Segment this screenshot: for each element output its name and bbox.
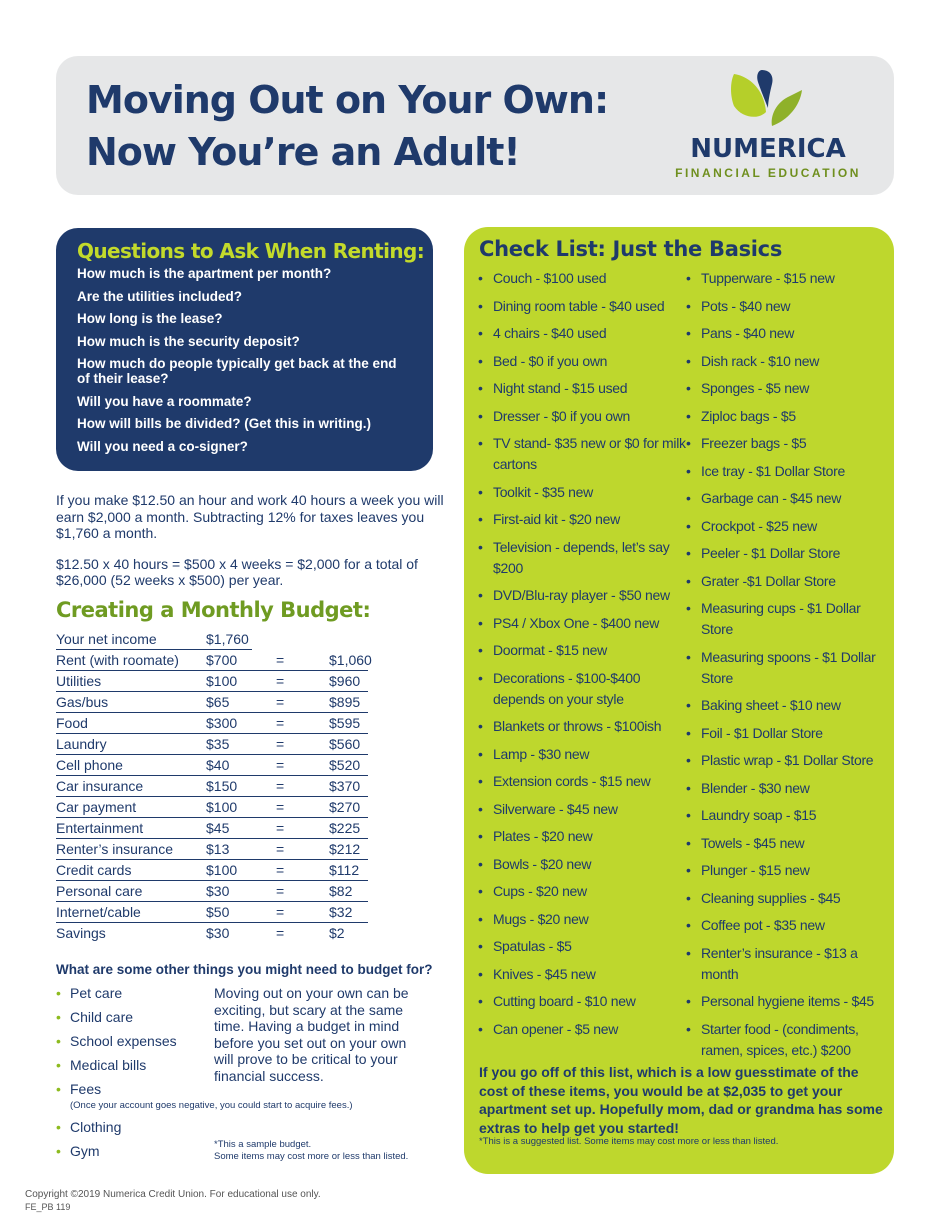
question-item: Will you have a roommate? xyxy=(77,393,252,409)
bullet: • xyxy=(478,483,483,500)
budget-remaining: $112 xyxy=(329,862,360,878)
bullet: • xyxy=(686,297,691,314)
budget-table xyxy=(56,629,372,944)
budget-label: Entertainment xyxy=(56,820,144,836)
checklist-item: • First-aid kit - $20 new xyxy=(478,509,688,530)
budget-cost: $100 xyxy=(206,673,238,689)
budget-remaining: $32 xyxy=(329,904,353,920)
bullet: • xyxy=(478,910,483,927)
budget-label: Cell phone xyxy=(56,757,123,773)
checklist-item: • Measuring spoons - $1 Dollar Store xyxy=(686,648,876,686)
budget-row xyxy=(56,755,368,776)
budget-equals: = xyxy=(276,652,285,668)
logo-wordmark: NUMERICA xyxy=(690,134,846,164)
bullet: • xyxy=(478,855,483,872)
bullet: • xyxy=(56,1143,61,1159)
bullet: • xyxy=(478,993,483,1009)
checklist-item: • Lamp - $30 new xyxy=(478,744,688,765)
budget-equals: = xyxy=(276,715,285,731)
bullet: • xyxy=(56,1081,61,1097)
budget-row xyxy=(56,818,368,839)
checklist-item: • Towels - $45 new xyxy=(686,833,891,854)
checklist-item: • Measuring cups - $1 Dollar Store xyxy=(686,600,861,637)
budget-equals: = xyxy=(276,694,285,710)
budget-equals: = xyxy=(276,673,285,689)
budget-remaining: $1,060 xyxy=(329,652,372,668)
question-item: Are the utilities included? xyxy=(77,288,243,304)
checklist-item: • Extension cords - $15 new xyxy=(478,771,688,792)
bullet: • xyxy=(478,745,483,762)
checklist-item: • Freezer bags - $5 xyxy=(686,433,891,454)
budget-label: Renter’s insurance xyxy=(56,841,173,857)
budget-equals: = xyxy=(276,925,285,941)
checklist-item: • Baking sheet - $10 new xyxy=(686,695,891,716)
checklist-item: • Cups - $20 new xyxy=(478,881,688,902)
checklist-item: • Tupperware - $15 new xyxy=(686,268,891,289)
budget-remaining: $370 xyxy=(329,778,361,794)
checklist-left-column xyxy=(478,268,688,1046)
budget-equals: = xyxy=(276,757,285,773)
moving-out-paragraph: Moving out on your own can be exciting, but scary at the same time. Having a budget in mind before you set out on your own will prove to be critical to your financial success. xyxy=(214,985,409,1084)
budget-label: Car insurance xyxy=(56,778,144,794)
list-item: • School expenses xyxy=(56,1033,177,1049)
bullet: • xyxy=(686,834,691,851)
budget-cost: $150 xyxy=(206,778,238,794)
budget-label: Utilities xyxy=(56,673,102,689)
question-item: How long is the lease? xyxy=(77,311,223,326)
checklist-note: *This is a suggested list. Some items may cost more or less than listed. xyxy=(479,1136,779,1147)
bullet: • xyxy=(478,965,483,982)
budget-row xyxy=(56,881,368,902)
budget-label: Laundry xyxy=(56,736,107,752)
bullet: • xyxy=(478,325,483,341)
budget-cost: $700 xyxy=(206,652,238,668)
checklist-item: • Plates - $20 new xyxy=(478,826,688,847)
question-item: How much do people typically get back at the end of their lease? xyxy=(77,356,397,386)
checklist-item: • Spatulas - $5 xyxy=(478,936,688,957)
bullet: • xyxy=(478,1020,483,1037)
checklist-item: • 4 chairs - $40 used xyxy=(478,323,688,344)
bullet: • xyxy=(686,944,691,961)
checklist-item: • Ziploc bags - $5 xyxy=(686,406,891,427)
bullet: • xyxy=(478,435,483,451)
bullet: • xyxy=(478,669,483,686)
checklist-item: • Dresser - $0 if you own xyxy=(478,406,688,427)
header-banner xyxy=(56,56,894,195)
question-item: How much is the apartment per month? xyxy=(77,266,332,281)
budget-equals: = xyxy=(276,904,285,920)
checklist-item: • Coffee pot - $35 new xyxy=(686,915,891,936)
renting-questions-list xyxy=(77,266,413,454)
bullet: • xyxy=(686,779,691,796)
list-item: • Pet care xyxy=(56,985,123,1001)
question-item: How much is the security deposit? xyxy=(77,333,300,349)
bullet: • xyxy=(686,889,691,906)
budget-remaining: $225 xyxy=(329,820,361,836)
budget-remaining: $212 xyxy=(329,841,361,857)
budget-cost: $30 xyxy=(206,925,230,941)
budget-row xyxy=(56,734,368,755)
checklist-item: • Starter food - (condiments, ramen, spices, etc.) $200 xyxy=(686,1020,859,1058)
sample-budget-note: *This a sample budget. Some items may cost more or less than listed. xyxy=(214,1139,409,1162)
budget-label: Internet/cable xyxy=(56,904,141,920)
checklist-item: • Plunger - $15 new xyxy=(686,860,891,881)
checklist-item: • Mugs - $20 new xyxy=(478,909,688,930)
bullet: • xyxy=(478,297,483,314)
budget-cost: $100 xyxy=(206,862,238,878)
budget-row xyxy=(56,776,368,797)
budget-label: Food xyxy=(56,715,88,731)
bullet: • xyxy=(56,985,61,1001)
bullet: • xyxy=(56,1119,61,1135)
bullet: • xyxy=(686,862,691,878)
budget-row xyxy=(56,923,368,944)
budget-cost: $300 xyxy=(206,715,238,731)
checklist-summary: If you go off of this list, which is a low guesstimate of the cost of these items, you would be at $2,035 to get your apartment set up. Hopefully mom, dad or grandma has some extras to help get you started! xyxy=(479,1064,883,1136)
budget-remaining: $82 xyxy=(329,883,353,899)
bullet: • xyxy=(686,352,691,369)
budget-cost: $65 xyxy=(206,694,230,710)
bullet: • xyxy=(478,538,483,555)
checklist-item: • Dish rack - $10 new xyxy=(686,351,891,372)
checklist-heading: Check List: Just the Basics xyxy=(479,237,783,261)
question-item: How will bills be divided? (Get this in writing.) xyxy=(77,416,372,431)
title-line-2: Now You’re an Adult! xyxy=(86,130,520,174)
budget-label: Gas/bus xyxy=(56,694,109,710)
income-calculation: $12.50 x 40 hours = $500 x 4 weeks = $2,000 for a total of $26,000 (52 weeks x $500) per year. xyxy=(56,555,418,588)
bullet: • xyxy=(686,270,691,286)
budget-row xyxy=(56,797,368,818)
bullet: • xyxy=(686,600,691,616)
checklist-item: • Bowls - $20 new xyxy=(478,854,688,875)
budget-row xyxy=(56,902,368,923)
checklist-item: • Laundry soap - $15 xyxy=(686,805,891,826)
title-line-1: Moving Out on Your Own: xyxy=(86,78,609,122)
checklist-item: • Personal hygiene items - $45 xyxy=(686,991,891,1012)
budget-row xyxy=(56,860,368,881)
bullet: • xyxy=(686,517,691,534)
budget-cost: $45 xyxy=(206,820,230,836)
budget-equals: = xyxy=(276,883,285,899)
bullet: • xyxy=(686,435,691,451)
budget-label: Personal care xyxy=(56,883,143,899)
budget-equals: = xyxy=(276,736,285,752)
list-item: • Clothing xyxy=(56,1119,122,1135)
checklist-item: • TV stand- $35 new or $0 for milk cartons xyxy=(478,435,686,472)
copyright-text: Copyright ©2019 Numerica Credit Union. For educational use only. xyxy=(25,1189,321,1200)
budget-cost: $1,760 xyxy=(206,631,249,647)
bullet: • xyxy=(686,380,691,396)
checklist-item: • Ice tray - $1 Dollar Store xyxy=(686,461,891,482)
budget-remaining: $960 xyxy=(329,673,361,689)
bullet: • xyxy=(478,614,483,631)
budget-cost: $100 xyxy=(206,799,238,815)
bullet: • xyxy=(56,1057,61,1073)
checklist-item: • Blankets or throws - $100ish xyxy=(478,716,688,737)
checklist-item: • Night stand - $15 used xyxy=(478,378,688,399)
budget-remaining: $895 xyxy=(329,694,361,710)
budget-equals: = xyxy=(276,862,285,878)
other-expenses-heading: What are some other things you might need to budget for? xyxy=(56,962,433,977)
bullet: • xyxy=(686,648,691,665)
checklist-item: • Silverware - $45 new xyxy=(478,799,688,820)
bullet: • xyxy=(478,938,483,954)
bullet: • xyxy=(686,807,691,823)
checklist-item: • Dining room table - $40 used xyxy=(478,296,688,317)
checklist-right-column xyxy=(686,268,891,1067)
checklist-item: • Toolkit - $35 new xyxy=(478,482,688,503)
bullet: • xyxy=(478,718,483,734)
bullet: • xyxy=(478,642,483,658)
checklist-item: • Crockpot - $25 new xyxy=(686,516,891,537)
bullet: • xyxy=(478,511,483,527)
checklist-item: • Bed - $0 if you own xyxy=(478,351,688,372)
budget-row xyxy=(56,839,368,860)
budget-label: Credit cards xyxy=(56,862,132,878)
budget-remaining: $595 xyxy=(329,715,361,731)
bullet: • xyxy=(686,993,691,1009)
budget-row xyxy=(56,713,368,734)
checklist-item: • PS4 / Xbox One - $400 new xyxy=(478,613,688,634)
question-item: Will you need a co-signer? xyxy=(77,438,248,454)
budget-equals: = xyxy=(276,778,285,794)
budget-row xyxy=(56,650,372,671)
budget-cost: $13 xyxy=(206,841,230,857)
income-intro xyxy=(56,492,446,589)
checklist-item: • Blender - $30 new xyxy=(686,778,891,799)
list-item: • Gym xyxy=(56,1143,100,1159)
income-paragraph: If you make $12.50 an hour and work 40 hours a week you will earn $2,000 a month. Subtracting 12% for taxes leaves you $1,760 a month. xyxy=(56,492,444,541)
budget-remaining: $520 xyxy=(329,757,361,773)
checklist-item: • Pots - $40 new xyxy=(686,296,891,317)
bullet: • xyxy=(686,545,691,561)
bullet: • xyxy=(478,407,483,424)
bullet: • xyxy=(686,325,691,341)
checklist-item: • Garbage can - $45 new xyxy=(686,488,891,509)
checklist-item: • Doormat - $15 new xyxy=(478,640,688,661)
bullet: • xyxy=(478,380,483,396)
numerica-logo xyxy=(668,68,868,184)
budget-equals: = xyxy=(276,799,285,815)
budget-label: Rent (with roomate) xyxy=(56,652,179,668)
bullet: • xyxy=(478,773,483,789)
bullet: • xyxy=(686,917,691,933)
bullet: • xyxy=(478,352,483,369)
budget-remaining: $560 xyxy=(329,736,361,752)
budget-remaining: $2 xyxy=(329,925,345,941)
bullet: • xyxy=(478,270,483,286)
bullet: • xyxy=(478,828,483,844)
checklist-box xyxy=(464,227,894,1174)
budget-remaining: $270 xyxy=(329,799,361,815)
checklist-item: • DVD/Blu-ray player - $50 new xyxy=(478,585,688,606)
logo-subtitle: FINANCIAL EDUCATION xyxy=(675,166,861,180)
checklist-item: • Cleaning supplies - $45 xyxy=(686,888,891,909)
list-item: • Child care xyxy=(56,1009,134,1025)
checklist-item: • Peeler - $1 Dollar Store xyxy=(686,543,891,564)
checklist-item: • Foil - $1 Dollar Store xyxy=(686,723,891,744)
checklist-item: • Pans - $40 new xyxy=(686,323,891,344)
bullet: • xyxy=(686,724,691,741)
budget-equals: = xyxy=(276,841,285,857)
bullet: • xyxy=(56,1009,61,1025)
document-code: FE_PB 119 xyxy=(25,1202,71,1212)
renting-questions-heading: Questions to Ask When Renting: xyxy=(77,239,425,263)
bullet: • xyxy=(686,697,691,713)
fees-note: (Once your account goes negative, you could start to acquire fees.) xyxy=(70,1100,353,1111)
budget-cost: $40 xyxy=(206,757,230,773)
renting-questions-box xyxy=(56,228,433,471)
bullet: • xyxy=(686,1020,691,1037)
budget-label: Car payment xyxy=(56,799,137,815)
budget-heading: Creating a Monthly Budget: xyxy=(56,598,371,622)
checklist-item: • Television - depends, let’s say $200 xyxy=(478,538,670,576)
checklist-item: • Sponges - $5 new xyxy=(686,378,891,399)
checklist-item: • Renter’s insurance - $13 a month xyxy=(686,944,858,982)
checklist-item: • Plastic wrap - $1 Dollar Store xyxy=(686,750,891,771)
checklist-item: • Couch - $100 used xyxy=(478,268,688,289)
bullet: • xyxy=(478,883,483,899)
list-item: • Medical bills xyxy=(56,1057,147,1073)
budget-cost: $50 xyxy=(206,904,230,920)
list-item: • Fees (Once your account goes negative, you could start to acquire fees.) xyxy=(56,1081,353,1111)
checklist-item: • Knives - $45 new xyxy=(478,964,688,985)
bullet: • xyxy=(478,587,483,603)
budget-equals: = xyxy=(276,820,285,836)
budget-cost: $30 xyxy=(206,883,230,899)
checklist-item: • Decorations - $100-$400 depends on your style xyxy=(478,669,641,707)
budget-row-net-income xyxy=(56,629,252,650)
budget-cost: $35 xyxy=(206,736,230,752)
page-title xyxy=(86,74,608,178)
budget-label: Savings xyxy=(56,925,106,941)
checklist-item: • Can opener - $5 new xyxy=(478,1019,688,1040)
budget-row xyxy=(56,671,368,692)
checklist-item: • Grater -$1 Dollar Store xyxy=(686,571,891,592)
numerica-logo-mark-icon xyxy=(728,68,808,130)
bullet: • xyxy=(686,490,691,506)
checklist-item: • Cutting board - $10 new xyxy=(478,991,688,1012)
bullet: • xyxy=(686,752,691,768)
bullet: • xyxy=(686,407,691,424)
bullet: • xyxy=(686,572,691,589)
budget-row xyxy=(56,692,368,713)
bullet: • xyxy=(56,1033,61,1049)
bullet: • xyxy=(478,800,483,817)
bullet: • xyxy=(686,462,691,479)
budget-label: Your net income xyxy=(56,631,157,647)
